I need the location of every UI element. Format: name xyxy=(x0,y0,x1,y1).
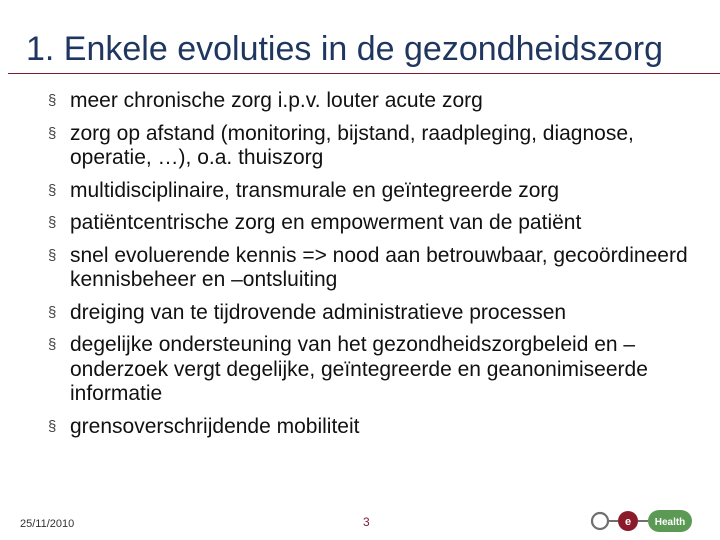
ehealth-logo xyxy=(588,507,694,535)
logo-health-word: Health xyxy=(654,517,686,528)
bullet-marker: § xyxy=(48,303,57,321)
bullet-marker: § xyxy=(48,181,57,199)
bullet-marker: § xyxy=(48,124,57,142)
bullet-marker: § xyxy=(48,417,57,435)
bullet-text: dreiging van te tijdrovende administratieve processen xyxy=(70,300,567,324)
bullet-list xyxy=(48,89,688,447)
slide-title: 1. Enkele evoluties in de gezondheidszorg xyxy=(26,30,663,68)
bullet-item xyxy=(48,333,688,407)
bullet-text: patiëntcentrische zorg en empowerment van de patiënt xyxy=(70,211,582,234)
bullet-marker: § xyxy=(48,92,57,109)
logo-ring xyxy=(592,513,608,529)
bullet-text: degelijke ondersteuning van het gezondheidszorgbeleid en –onderzoek vergt degelijke, geïntegreerde en geanonimiseerde informatie xyxy=(70,333,648,405)
logo-e-letter: e xyxy=(624,516,632,528)
bullet-item xyxy=(48,211,688,236)
bullet-item xyxy=(48,122,688,171)
bullet-text: snel evoluerende kennis => nood aan betrouwbaar, gecoördineerd kennisbeheer en –ontsluiting xyxy=(70,243,688,291)
bullet-item xyxy=(48,301,688,326)
bullet-text: zorg op afstand (monitoring, bijstand, raadpleging, diagnose, operatie, …), o.a. thuiszorg xyxy=(70,121,634,169)
bullet-text: meer chronische zorg i.p.v. louter acute zorg xyxy=(70,89,483,112)
bullet-marker: § xyxy=(48,336,57,353)
bullet-item xyxy=(48,244,688,293)
bullet-item xyxy=(48,415,688,440)
bullet-marker: § xyxy=(48,246,57,264)
bullet-marker: § xyxy=(48,214,57,231)
bullet-item xyxy=(48,89,688,114)
title-underline xyxy=(8,73,720,74)
footer-date: 25/11/2010 xyxy=(20,518,75,530)
bullet-text: grensoverschrijdende mobiliteit xyxy=(70,414,360,438)
bullet-item xyxy=(48,179,688,204)
bullet-text: multidisciplinaire, transmurale en geïntegreerde zorg xyxy=(70,178,560,202)
page-number: 3 xyxy=(363,515,370,529)
